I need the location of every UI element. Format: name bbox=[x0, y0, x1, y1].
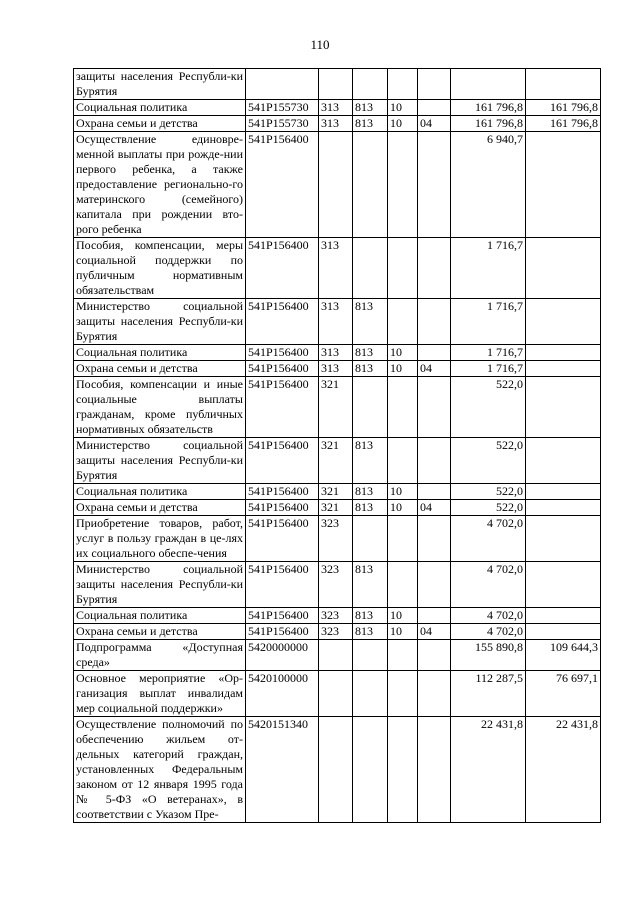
cell-subsection bbox=[418, 100, 451, 116]
cell-sum-first: 522,0 bbox=[451, 377, 526, 438]
table-row bbox=[74, 671, 601, 717]
cell-sum-first: 522,0 bbox=[451, 500, 526, 516]
page-number: 110 bbox=[310, 37, 330, 52]
cell-section bbox=[388, 640, 418, 671]
cell-sum-first: 161 796,8 bbox=[451, 100, 526, 116]
cell-ministry: 813 bbox=[353, 345, 388, 361]
cell-ministry: 813 bbox=[353, 624, 388, 640]
cell-target-article: 541P155730 bbox=[246, 116, 319, 132]
table-row bbox=[74, 438, 601, 484]
cell-section: 10 bbox=[388, 116, 418, 132]
cell-sum-second bbox=[526, 624, 601, 640]
cell-subsection bbox=[418, 438, 451, 484]
cell-name: Охрана семьи и детства bbox=[74, 624, 246, 640]
cell-ministry bbox=[353, 717, 388, 823]
cell-sum-second: 22 431,8 bbox=[526, 717, 601, 823]
cell-sum-first: 1 716,7 bbox=[451, 361, 526, 377]
table-row bbox=[74, 717, 601, 823]
cell-name: Охрана семьи и детства bbox=[74, 116, 246, 132]
cell-subsection bbox=[418, 238, 451, 299]
cell-sum-first: 155 890,8 bbox=[451, 640, 526, 671]
cell-section bbox=[388, 516, 418, 562]
table-row bbox=[74, 299, 601, 345]
table-row bbox=[74, 69, 601, 100]
cell-expense-type bbox=[319, 671, 353, 717]
cell-section: 10 bbox=[388, 100, 418, 116]
cell-expense-type: 323 bbox=[319, 608, 353, 624]
table-row bbox=[74, 238, 601, 299]
cell-target-article: 541P156400 bbox=[246, 345, 319, 361]
cell-sum-first: 22 431,8 bbox=[451, 717, 526, 823]
cell-sum-second: 76 697,1 bbox=[526, 671, 601, 717]
cell-sum-second bbox=[526, 345, 601, 361]
table-row bbox=[74, 361, 601, 377]
cell-sum-second bbox=[526, 516, 601, 562]
cell-name: Министерство социальной защиты населения Республи-ки Бурятия bbox=[74, 562, 246, 608]
cell-subsection: 04 bbox=[418, 500, 451, 516]
budget-table bbox=[73, 68, 601, 823]
cell-expense-type bbox=[319, 69, 353, 100]
cell-name: Осуществление полномочий по обеспечению жильем от-дельных категорий граждан, установленных Федеральным законом от 12 января 1995 года № 5-ФЗ «О ветеранах», в соответствии с Указом Пре- bbox=[74, 717, 246, 823]
table-body bbox=[74, 69, 601, 823]
cell-sum-first: 4 702,0 bbox=[451, 562, 526, 608]
cell-name: Осуществление единовре-менной выплаты при рожде-нии первого ребенка, а также предоставление регионально-го материнского (семейного) капитала при рождении вто-рого ребенка bbox=[74, 132, 246, 238]
cell-target-article: 541P156400 bbox=[246, 361, 319, 377]
cell-target-article: 541P156400 bbox=[246, 562, 319, 608]
cell-ministry bbox=[353, 238, 388, 299]
cell-ministry bbox=[353, 640, 388, 671]
cell-name: Социальная политика bbox=[74, 100, 246, 116]
cell-section bbox=[388, 671, 418, 717]
cell-name: защиты населения Республи-ки Бурятия bbox=[74, 69, 246, 100]
cell-sum-second: 161 796,8 bbox=[526, 100, 601, 116]
cell-sum-first: 4 702,0 bbox=[451, 624, 526, 640]
cell-name: Социальная политика bbox=[74, 608, 246, 624]
cell-sum-first: 6 940,7 bbox=[451, 132, 526, 238]
cell-name: Приобретение товаров, работ, услуг в пользу граждан в це-лях их социального обеспе-чения bbox=[74, 516, 246, 562]
cell-ministry: 813 bbox=[353, 608, 388, 624]
cell-expense-type: 323 bbox=[319, 562, 353, 608]
cell-expense-type: 323 bbox=[319, 516, 353, 562]
cell-section bbox=[388, 69, 418, 100]
cell-section bbox=[388, 132, 418, 238]
cell-ministry: 813 bbox=[353, 562, 388, 608]
cell-target-article: 541P156400 bbox=[246, 377, 319, 438]
cell-ministry bbox=[353, 516, 388, 562]
cell-ministry bbox=[353, 69, 388, 100]
cell-sum-second bbox=[526, 562, 601, 608]
cell-expense-type: 313 bbox=[319, 100, 353, 116]
table-row bbox=[74, 116, 601, 132]
cell-subsection bbox=[418, 516, 451, 562]
table-row bbox=[74, 377, 601, 438]
cell-target-article: 541P156400 bbox=[246, 238, 319, 299]
table-row bbox=[74, 100, 601, 116]
cell-subsection bbox=[418, 299, 451, 345]
cell-sum-second bbox=[526, 361, 601, 377]
cell-subsection: 04 bbox=[418, 116, 451, 132]
cell-sum-first: 1 716,7 bbox=[451, 345, 526, 361]
cell-expense-type: 321 bbox=[319, 438, 353, 484]
cell-section: 10 bbox=[388, 484, 418, 500]
cell-section bbox=[388, 438, 418, 484]
cell-sum-first: 1 716,7 bbox=[451, 299, 526, 345]
cell-expense-type: 313 bbox=[319, 345, 353, 361]
cell-subsection bbox=[418, 671, 451, 717]
cell-subsection bbox=[418, 608, 451, 624]
cell-name: Пособия, компенсации, меры социальной поддержки по публичным нормативным обязательствам bbox=[74, 238, 246, 299]
cell-name: Охрана семьи и детства bbox=[74, 361, 246, 377]
cell-ministry bbox=[353, 132, 388, 238]
cell-subsection bbox=[418, 345, 451, 361]
cell-sum-first: 522,0 bbox=[451, 438, 526, 484]
cell-expense-type bbox=[319, 717, 353, 823]
cell-name: Подпрограмма «Доступная среда» bbox=[74, 640, 246, 671]
cell-name: Основное мероприятие «Ор-ганизация выплат инвалидам мер социальной поддержки» bbox=[74, 671, 246, 717]
cell-expense-type: 321 bbox=[319, 377, 353, 438]
cell-name: Охрана семьи и детства bbox=[74, 500, 246, 516]
cell-target-article: 541P155730 bbox=[246, 100, 319, 116]
cell-subsection bbox=[418, 717, 451, 823]
cell-sum-second bbox=[526, 608, 601, 624]
cell-target-article: 541P156400 bbox=[246, 438, 319, 484]
cell-sum-first: 4 702,0 bbox=[451, 608, 526, 624]
table-row bbox=[74, 608, 601, 624]
cell-sum-second bbox=[526, 438, 601, 484]
table-row bbox=[74, 500, 601, 516]
cell-sum-second: 109 644,3 bbox=[526, 640, 601, 671]
cell-sum-first: 112 287,5 bbox=[451, 671, 526, 717]
cell-subsection bbox=[418, 132, 451, 238]
table-row bbox=[74, 640, 601, 671]
cell-name: Министерство социальной защиты населения Республи-ки Бурятия bbox=[74, 438, 246, 484]
cell-ministry: 813 bbox=[353, 116, 388, 132]
cell-expense-type: 313 bbox=[319, 116, 353, 132]
cell-expense-type bbox=[319, 132, 353, 238]
cell-sum-second bbox=[526, 69, 601, 100]
cell-section: 10 bbox=[388, 608, 418, 624]
table-row bbox=[74, 484, 601, 500]
cell-name: Министерство социальной защиты населения Республи-ки Бурятия bbox=[74, 299, 246, 345]
cell-ministry: 813 bbox=[353, 361, 388, 377]
cell-subsection bbox=[418, 562, 451, 608]
cell-sum-first: 161 796,8 bbox=[451, 116, 526, 132]
cell-subsection: 04 bbox=[418, 624, 451, 640]
cell-subsection: 04 bbox=[418, 361, 451, 377]
cell-subsection bbox=[418, 377, 451, 438]
cell-expense-type bbox=[319, 640, 353, 671]
table-row bbox=[74, 345, 601, 361]
cell-ministry bbox=[353, 377, 388, 438]
table-row bbox=[74, 516, 601, 562]
cell-target-article: 541P156400 bbox=[246, 608, 319, 624]
cell-ministry: 813 bbox=[353, 500, 388, 516]
cell-target-article: 541P156400 bbox=[246, 299, 319, 345]
table-row bbox=[74, 624, 601, 640]
cell-expense-type: 321 bbox=[319, 484, 353, 500]
cell-expense-type: 313 bbox=[319, 361, 353, 377]
cell-expense-type: 313 bbox=[319, 299, 353, 345]
cell-section bbox=[388, 562, 418, 608]
cell-target-article: 541P156400 bbox=[246, 500, 319, 516]
cell-subsection bbox=[418, 69, 451, 100]
cell-sum-first bbox=[451, 69, 526, 100]
cell-name: Социальная политика bbox=[74, 345, 246, 361]
cell-section: 10 bbox=[388, 500, 418, 516]
cell-ministry bbox=[353, 671, 388, 717]
cell-section bbox=[388, 238, 418, 299]
cell-name: Пособия, компенсации и иные социальные выплаты гражданам, кроме публичных нормативных обязательств bbox=[74, 377, 246, 438]
cell-sum-second: 161 796,8 bbox=[526, 116, 601, 132]
cell-section bbox=[388, 717, 418, 823]
cell-sum-first: 4 702,0 bbox=[451, 516, 526, 562]
cell-sum-first: 1 716,7 bbox=[451, 238, 526, 299]
cell-expense-type: 323 bbox=[319, 624, 353, 640]
cell-ministry: 813 bbox=[353, 299, 388, 345]
cell-section bbox=[388, 377, 418, 438]
cell-section: 10 bbox=[388, 624, 418, 640]
table-row bbox=[74, 562, 601, 608]
cell-sum-second bbox=[526, 299, 601, 345]
cell-sum-second bbox=[526, 377, 601, 438]
cell-expense-type: 313 bbox=[319, 238, 353, 299]
table-row bbox=[74, 132, 601, 238]
cell-ministry: 813 bbox=[353, 100, 388, 116]
cell-sum-first: 522,0 bbox=[451, 484, 526, 500]
cell-target-article: 5420151340 bbox=[246, 717, 319, 823]
cell-target-article: 541P156400 bbox=[246, 132, 319, 238]
cell-target-article: 5420100000 bbox=[246, 671, 319, 717]
cell-section bbox=[388, 299, 418, 345]
cell-name: Социальная политика bbox=[74, 484, 246, 500]
cell-expense-type: 321 bbox=[319, 500, 353, 516]
cell-section: 10 bbox=[388, 345, 418, 361]
cell-sum-second bbox=[526, 238, 601, 299]
cell-sum-second bbox=[526, 132, 601, 238]
cell-target-article: 5420000000 bbox=[246, 640, 319, 671]
cell-target-article: 541P156400 bbox=[246, 484, 319, 500]
cell-target-article: 541P156400 bbox=[246, 624, 319, 640]
cell-section: 10 bbox=[388, 361, 418, 377]
cell-target-article: 541P156400 bbox=[246, 516, 319, 562]
cell-ministry: 813 bbox=[353, 438, 388, 484]
cell-subsection bbox=[418, 640, 451, 671]
cell-sum-second bbox=[526, 500, 601, 516]
cell-sum-second bbox=[526, 484, 601, 500]
cell-ministry: 813 bbox=[353, 484, 388, 500]
cell-target-article bbox=[246, 69, 319, 100]
cell-subsection bbox=[418, 484, 451, 500]
